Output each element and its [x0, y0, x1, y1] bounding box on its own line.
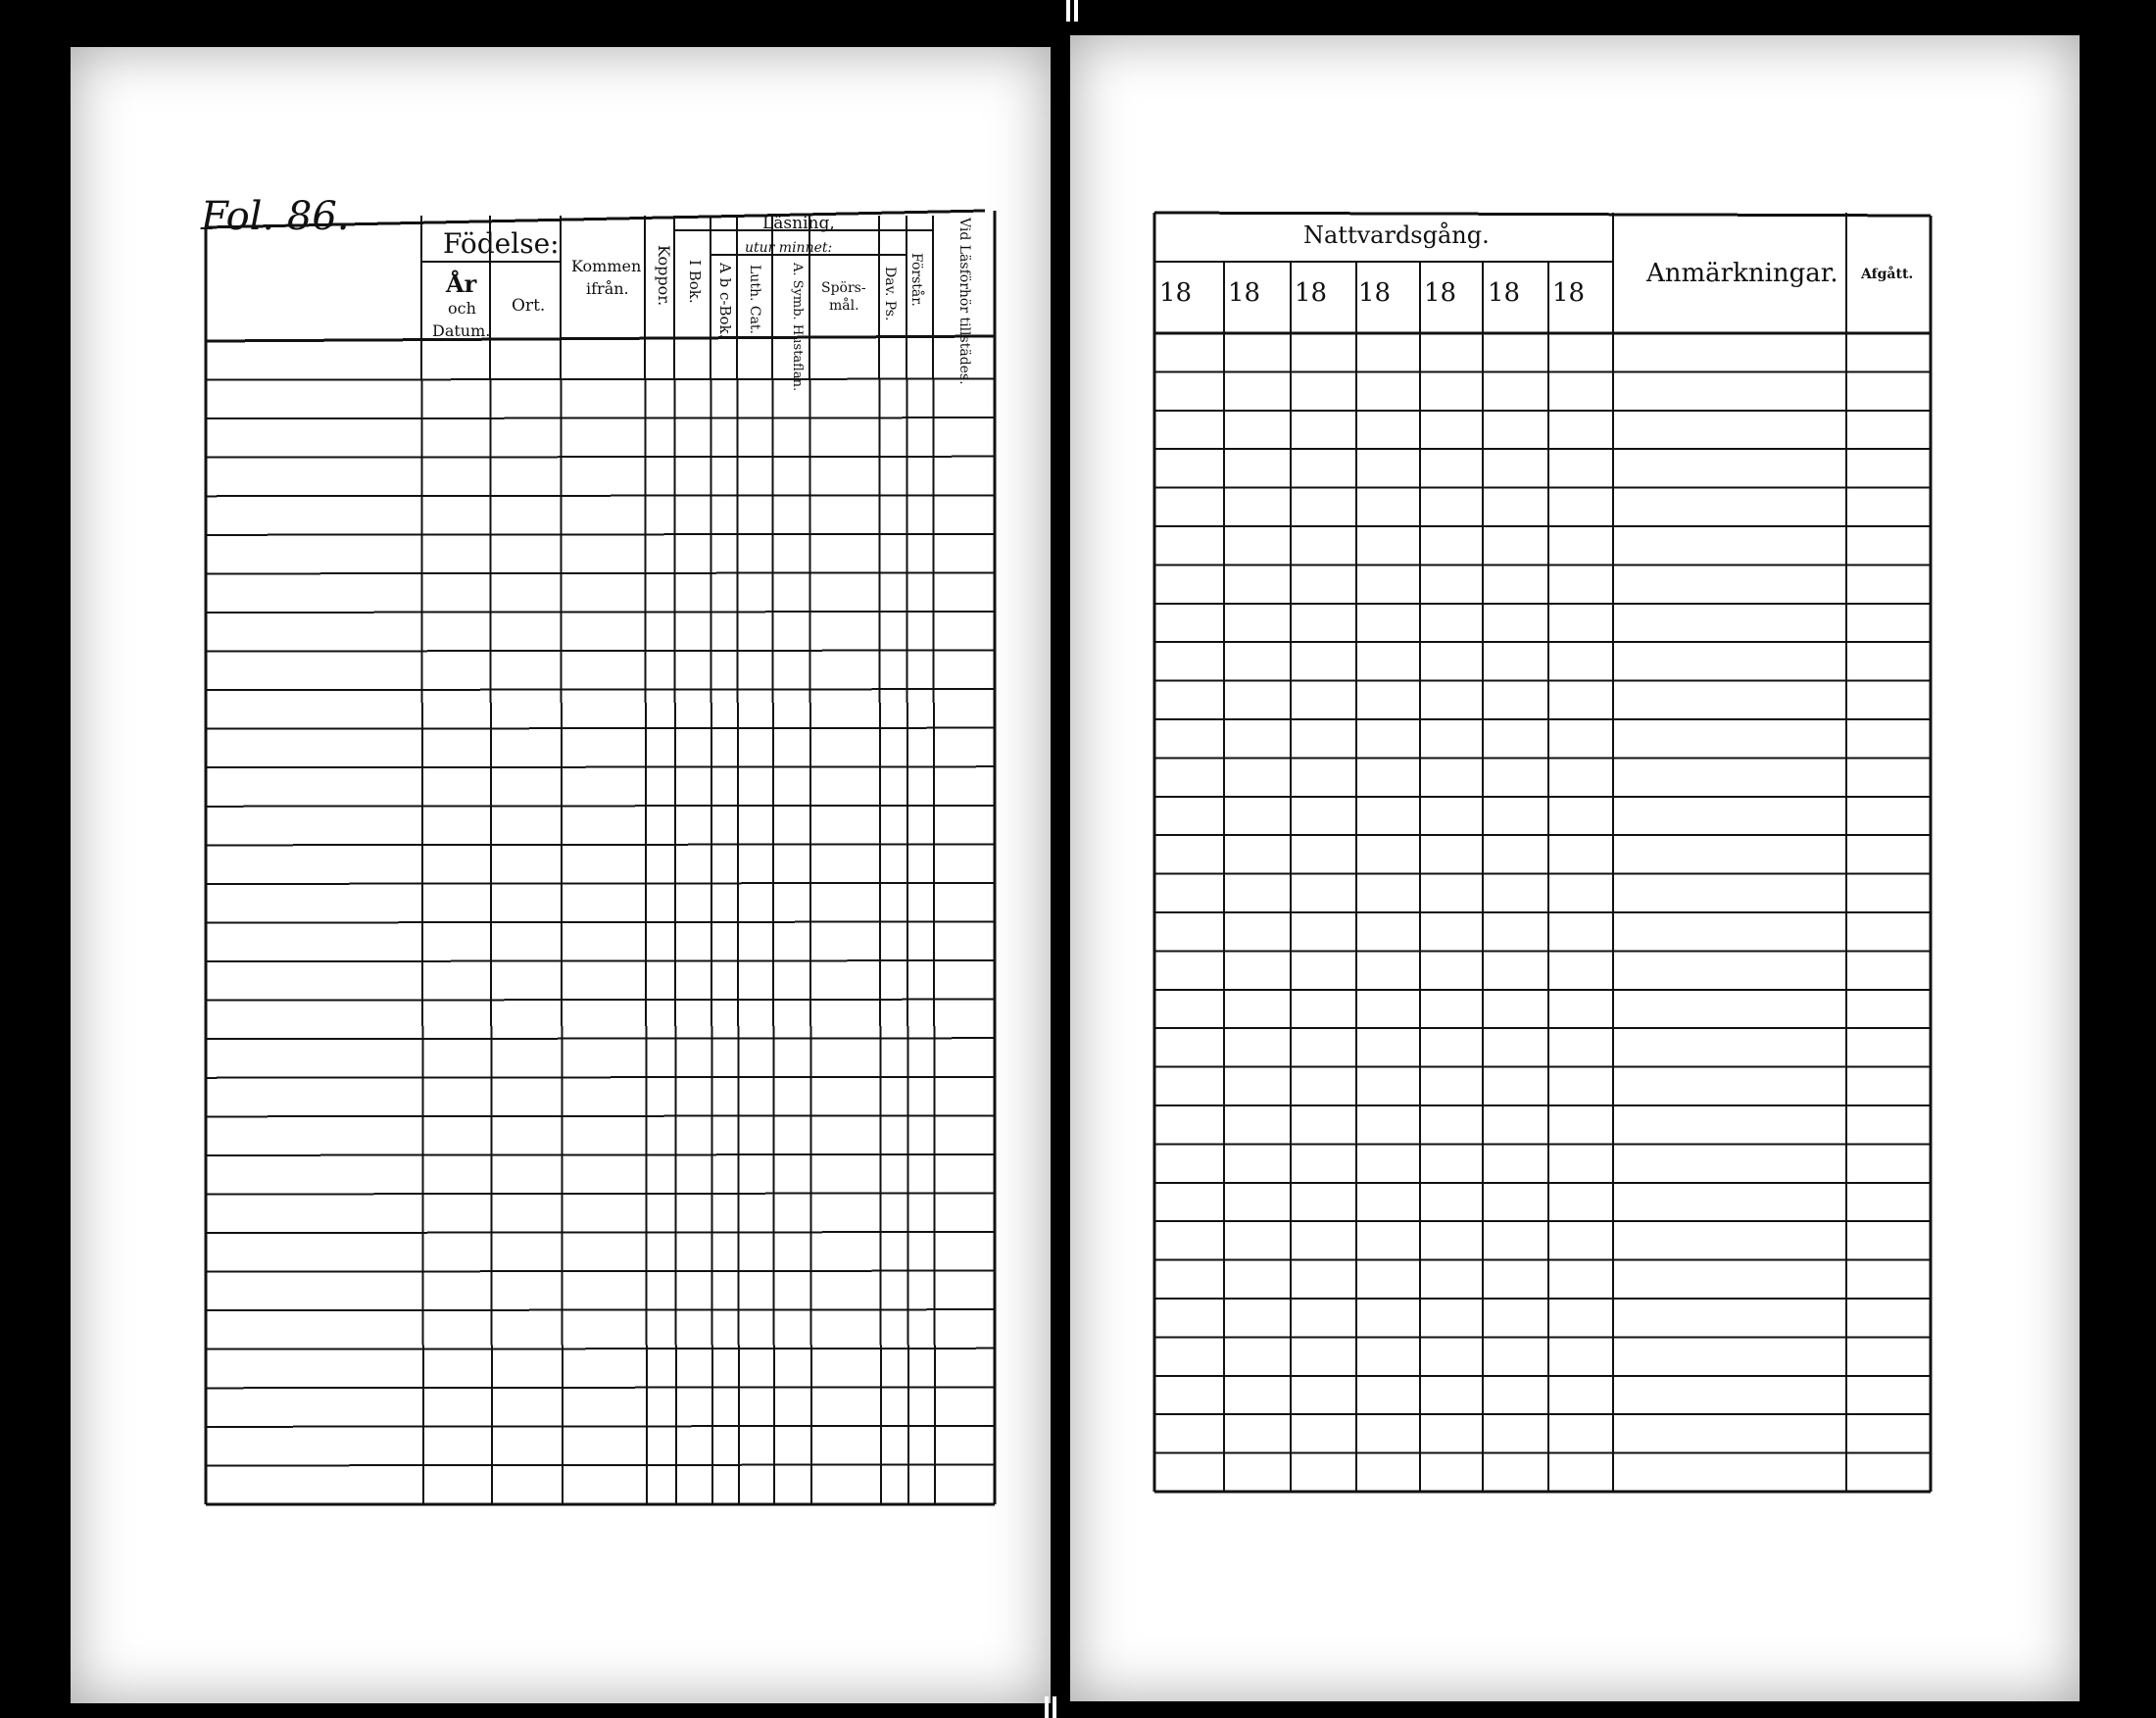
header-nattvardsgang: Nattvardsgång.	[1303, 221, 1490, 249]
header-fodelse: Födelse:	[443, 227, 560, 260]
left-row-line-13	[206, 844, 995, 845]
left-row-line-18	[206, 1038, 995, 1039]
header-koppor: Koppor.	[655, 245, 673, 307]
left-row-line-25	[206, 1309, 995, 1310]
left-row-line-9	[206, 689, 995, 690]
year-3: 18	[1295, 278, 1328, 308]
left-col-line-4	[674, 216, 676, 1504]
folio-number: Fol. 86.	[201, 194, 350, 239]
year-6: 18	[1488, 278, 1521, 308]
left-row-line-3	[206, 457, 995, 458]
left-row-line-12	[206, 806, 995, 807]
left-col-line-7	[772, 216, 774, 1504]
left-col-line-5	[710, 216, 712, 1504]
left-row-line-10	[206, 728, 995, 729]
left-header-bottom	[206, 336, 995, 341]
left-row-line-21	[206, 1154, 995, 1155]
left-row-line-19	[206, 1077, 995, 1078]
year-2: 18	[1228, 278, 1261, 308]
year-5: 18	[1424, 278, 1457, 308]
left-row-line-14	[206, 883, 995, 884]
left-row-line-28	[206, 1426, 995, 1427]
left-row-line-20	[206, 1115, 995, 1116]
year-1: 18	[1159, 278, 1193, 308]
header-och: och	[448, 299, 476, 318]
left-col-line-6	[737, 216, 739, 1504]
left-col-line-3	[645, 216, 647, 1504]
left-row-line-7	[206, 612, 995, 613]
left-row-line-22	[206, 1193, 995, 1194]
header-dav-ps: Dav. Ps.	[882, 267, 898, 321]
header-abc-bok: A b c-Bok.	[716, 263, 734, 339]
header-i-bok: I Bok.	[686, 260, 704, 304]
left-row-line-11	[206, 766, 995, 767]
header-kommen: Kommen	[571, 257, 642, 275]
left-row-line-27	[206, 1387, 995, 1388]
header-luth-cat: Luth. Cat.	[747, 265, 762, 334]
left-col-line-10	[906, 216, 908, 1504]
left-row-line-1	[206, 379, 995, 380]
header-ifran: ifrån.	[586, 279, 629, 298]
header-ort: Ort.	[512, 296, 546, 316]
year-7: 18	[1552, 278, 1586, 308]
left-row-line-4	[206, 495, 995, 496]
left-col-line-9	[879, 216, 881, 1504]
left-top-border	[206, 211, 985, 227]
header-vid-lasforhor: Vid Läsförhör tillstädes.	[956, 218, 972, 385]
header-utur-minnet: utur minnet:	[745, 240, 833, 256]
left-row-line-17	[206, 1000, 995, 1001]
right-top-border	[1154, 213, 1931, 216]
header-anmarkningar: Anmärkningar.	[1646, 259, 1838, 288]
header-sporsmal-top: Spörs-	[821, 280, 866, 296]
header-lasning: Läsning,	[762, 214, 835, 233]
header-forstar: Förstår.	[908, 253, 924, 307]
left-row-line-23	[206, 1232, 995, 1233]
left-col-line-2	[561, 216, 563, 1504]
left-row-line-2	[206, 417, 995, 418]
left-row-line-26	[206, 1349, 995, 1350]
left-row-line-5	[206, 534, 995, 535]
left-row-line-8	[206, 651, 995, 652]
left-row-line-15	[206, 922, 995, 923]
left-col-line-8	[809, 216, 811, 1504]
left-row-line-24	[206, 1271, 995, 1272]
left-row-line-29	[206, 1464, 995, 1465]
header-afgatt: Afgått.	[1861, 267, 1914, 282]
year-4: 18	[1358, 278, 1392, 308]
left-row-line-16	[206, 960, 995, 961]
left-col-line-11	[933, 216, 935, 1504]
header-symb: A. Symb. Hustaflan.	[790, 263, 805, 392]
header-sporsmal-bot: mål.	[829, 298, 859, 314]
left-row-line-6	[206, 572, 995, 573]
header-datum: Datum.	[432, 321, 491, 340]
header-ar: År	[446, 270, 477, 298]
